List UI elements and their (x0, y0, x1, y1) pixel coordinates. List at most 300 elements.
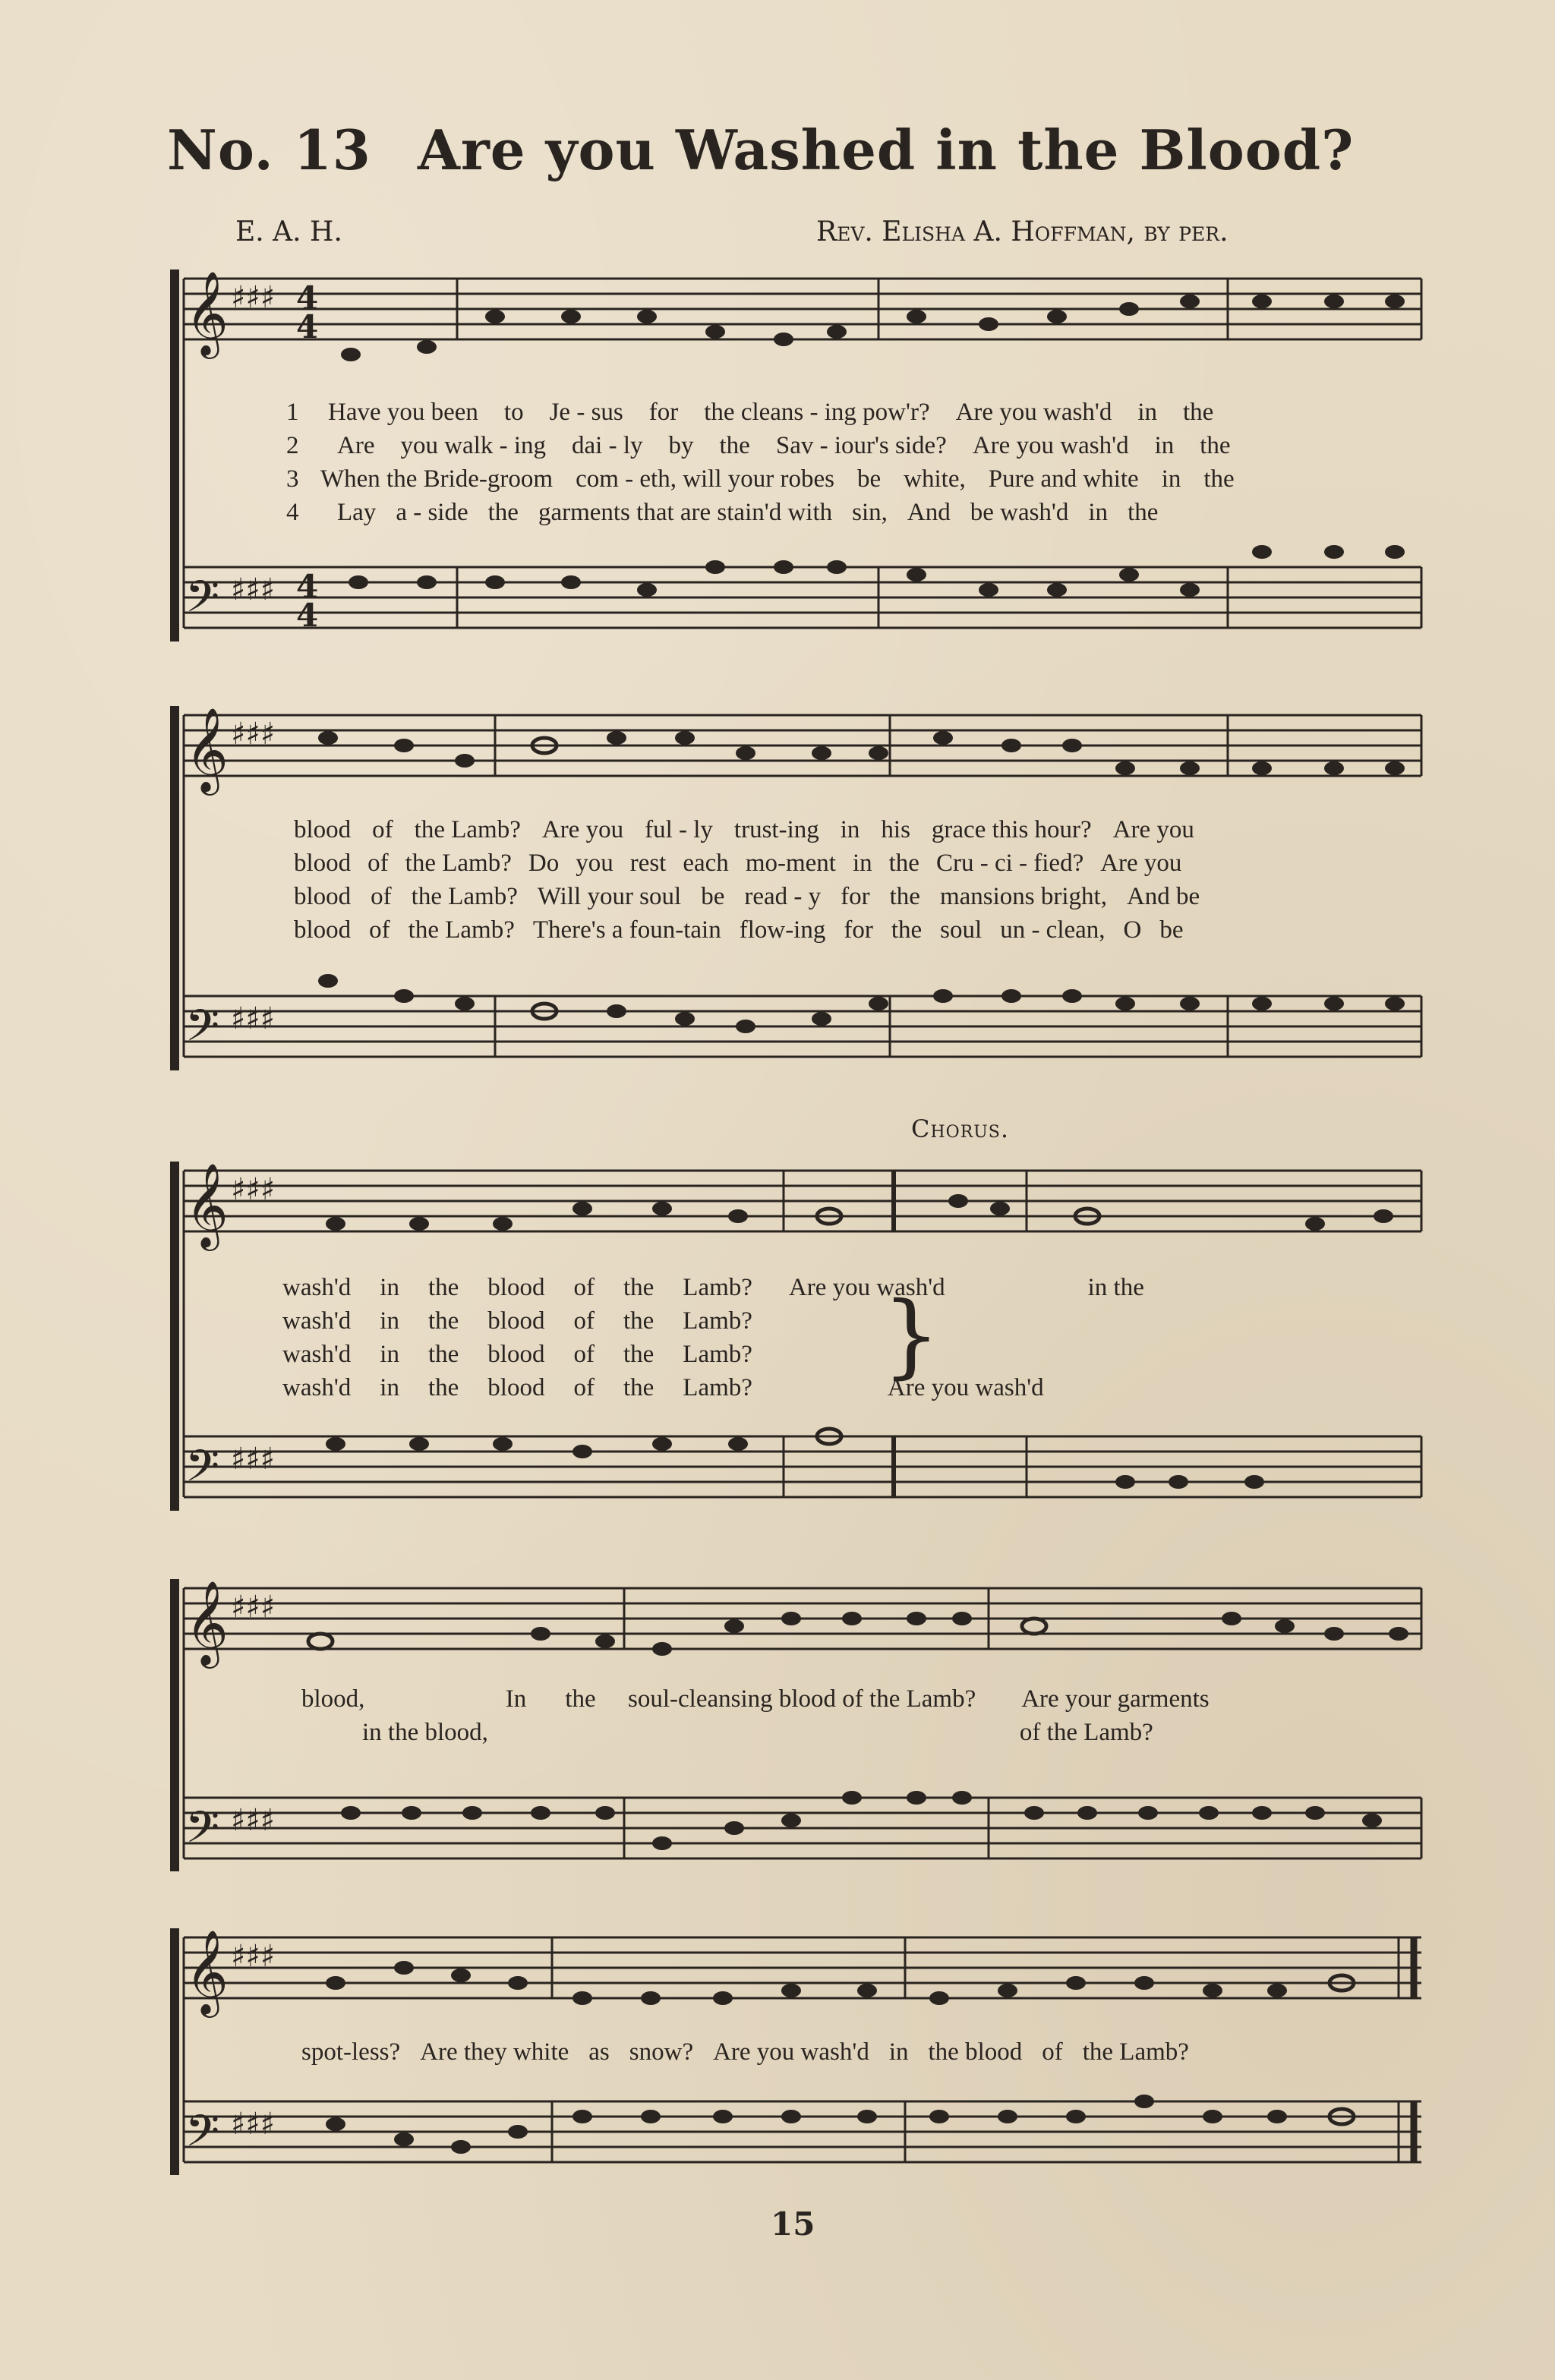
note-head (724, 1619, 744, 1633)
note-head (1115, 761, 1135, 775)
note-head (531, 1806, 550, 1820)
note-head (485, 310, 505, 323)
verse-4-lyrics (337, 499, 1158, 527)
chorus-line-2-lyrics (282, 1307, 752, 1335)
note-head (326, 2117, 345, 2131)
lyric-syllable: the Lamb? (1082, 2038, 1189, 2066)
note-head (508, 2125, 528, 2139)
note-head (641, 2110, 661, 2123)
svg-text:𝄞: 𝄞 (185, 1580, 229, 1665)
note-head (1222, 1612, 1241, 1625)
note-head (781, 2110, 801, 2123)
lyric-syllable: be (701, 883, 725, 910)
svg-text:♯♯♯: ♯♯♯ (231, 717, 276, 752)
note-head (869, 997, 888, 1010)
lyric-syllable: com - eth, will your robes (576, 465, 835, 493)
note-head (326, 1437, 345, 1451)
note-head (1115, 997, 1135, 1010)
lyric-syllable: soul (940, 916, 983, 944)
lyric-syllable: dai - ly (572, 432, 643, 459)
note-head (1134, 1976, 1154, 1990)
note-head (1252, 1806, 1272, 1820)
lyric-syllable: blood (487, 1374, 545, 1401)
note-head (318, 731, 338, 745)
svg-text:♯♯♯: ♯♯♯ (231, 1001, 276, 1036)
note-head (907, 1791, 926, 1805)
verse-number: 3 (286, 465, 299, 493)
svg-text:𝄢: 𝄢 (185, 1000, 220, 1062)
note-head (998, 1984, 1017, 1997)
svg-text:𝄞: 𝄞 (185, 1929, 229, 2014)
note-head (857, 1984, 877, 1997)
note-head (1324, 295, 1344, 308)
note-head (451, 1969, 471, 1982)
lyric-syllable: blood (294, 916, 352, 944)
note-head (724, 1821, 744, 1835)
lyric-syllable: wash'd (282, 1374, 352, 1401)
lyric-syllable: Lamb? (683, 1341, 752, 1368)
note-head (394, 739, 414, 752)
note-head (781, 1814, 801, 1827)
note-head (736, 746, 755, 760)
lyric-syllable: wash'd (282, 1307, 352, 1335)
lyric-syllable: blood (294, 816, 352, 843)
note-head (1324, 1627, 1344, 1641)
note-head (349, 575, 368, 589)
note-head (1305, 1806, 1325, 1820)
lyric-syllable: for (844, 916, 873, 944)
music-system-4 (169, 1571, 1421, 1890)
lyric-syllable: the (427, 1341, 459, 1368)
note-head (842, 1612, 862, 1625)
note-head (979, 583, 998, 597)
note-head (652, 1836, 672, 1850)
note-head (637, 310, 657, 323)
lyric-syllable: in (380, 1274, 399, 1301)
note-head (451, 2140, 471, 2154)
note-head (1022, 1619, 1046, 1634)
lyric-syllable: garments that are stain'd with (538, 499, 833, 526)
lyric-syllable: of (371, 883, 392, 910)
note-head (1047, 310, 1067, 323)
lyric-syllable: of (372, 816, 393, 843)
svg-text:♯♯♯: ♯♯♯ (231, 1939, 276, 1974)
lyric-syllable: in (1154, 432, 1175, 459)
note-head (1389, 1627, 1408, 1641)
lyric-syllable: Are you wash'd (788, 1274, 945, 1301)
verse-number: 4 (286, 499, 299, 526)
svg-text:♯♯♯: ♯♯♯ (231, 1590, 276, 1625)
lyric-syllable: you walk - ing (400, 432, 547, 459)
treble-clef-icon: 𝄞 (185, 270, 229, 355)
note-head (1169, 1475, 1188, 1489)
note-head (713, 1991, 733, 2005)
note-head (1001, 989, 1021, 1003)
lyric-syllable: the (1200, 432, 1231, 459)
note-head (1385, 997, 1405, 1010)
lyric-syllable: Pure and white (988, 465, 1139, 493)
note-head (572, 1202, 592, 1215)
verse-number: 1 (286, 399, 299, 426)
lyric-syllable: of (573, 1374, 595, 1401)
note-head (1180, 761, 1200, 775)
lyric-syllable: blood (294, 850, 352, 877)
lyric-syllable: Sav - iour's side? (775, 432, 947, 459)
lyric-syllable: the (891, 916, 923, 944)
lyric-syllable: Are you (1100, 850, 1182, 877)
svg-text:♯♯♯: ♯♯♯ (231, 1442, 276, 1477)
lyric-syllable: the (623, 1307, 654, 1335)
verse-1-lyrics (294, 816, 1194, 844)
lyric-syllable: the (1183, 399, 1214, 426)
lyric-syllable: the Lamb? (408, 916, 515, 944)
music-system-5 (169, 1921, 1421, 2240)
lyric-syllable: blood (487, 1307, 545, 1335)
note-head (907, 568, 926, 582)
page-number: 15 (771, 2205, 815, 2243)
note-head (1134, 2095, 1154, 2108)
note-head (607, 731, 626, 745)
note-head (1324, 761, 1344, 775)
lyric-syllable: be wash'd (970, 499, 1069, 526)
lyric-syllable: of (573, 1307, 595, 1335)
lyric-syllable: soul-cleansing blood of the Lamb? (628, 1685, 976, 1713)
note-head (705, 560, 725, 574)
note-head (1324, 545, 1344, 559)
svg-text:𝄢: 𝄢 (185, 1802, 220, 1864)
note-head (728, 1209, 748, 1223)
lyric-syllable: rest (629, 850, 667, 877)
music-system-3 (169, 1154, 1421, 1534)
note-head (417, 575, 437, 589)
note-head (728, 1437, 748, 1451)
note-head (857, 2110, 877, 2123)
svg-text:♯♯♯: ♯♯♯ (231, 572, 276, 607)
lyric-syllable: Are your garments (1021, 1685, 1210, 1713)
lyric-syllable: Are you wash'd (972, 432, 1129, 459)
note-head (652, 1642, 672, 1656)
lyric-syllable: the cleans - ing pow'r? (704, 399, 930, 426)
lyric-syllable: of (369, 916, 390, 944)
note-head (652, 1437, 672, 1451)
chorus-echo-lyrics (362, 1719, 1153, 1747)
note-head (409, 1217, 429, 1231)
svg-text:4: 4 (296, 308, 319, 345)
note-head (1119, 302, 1139, 316)
note-head (394, 1961, 414, 1975)
lyric-syllable: mansions bright, (939, 883, 1107, 910)
chorus-final-lyrics (301, 2038, 1189, 2066)
lyric-syllable: of (573, 1274, 595, 1301)
verse-2-lyrics (337, 432, 1231, 460)
lyric-syllable: Lamb? (683, 1374, 752, 1401)
music-credit: Rev. Elisha A. Hoffman, by per. (816, 216, 1229, 247)
lyric-syllable: in (1161, 465, 1181, 493)
note-head (1001, 739, 1021, 752)
note-head (929, 2110, 949, 2123)
lyric-syllable: in (380, 1374, 399, 1401)
lyric-syllable: sin, (852, 499, 888, 526)
lyric-syllable: be (1159, 916, 1184, 944)
note-head (907, 1612, 926, 1625)
lyric-syllable: the (623, 1341, 654, 1368)
note-head (1077, 1806, 1097, 1820)
lyric-syllable: spot-less? (301, 2038, 401, 2066)
note-head (308, 1634, 333, 1649)
svg-text:𝄢: 𝄢 (185, 2105, 220, 2167)
lyric-syllable: Are you (541, 816, 624, 843)
lyric-syllable: blood, (301, 1685, 365, 1713)
verse-4-lyrics (294, 916, 1184, 944)
note-head (812, 746, 831, 760)
note-head (561, 575, 581, 589)
note-head (869, 746, 888, 760)
note-head (736, 1020, 755, 1033)
verse-3-lyrics (320, 465, 1235, 493)
note-head (1267, 2110, 1287, 2123)
lyric-syllable: in the (1087, 1274, 1144, 1301)
note-head (572, 1445, 592, 1458)
lyric-syllable: in (1088, 499, 1109, 526)
svg-text:𝄢: 𝄢 (185, 1440, 220, 1502)
verse-number: 2 (286, 432, 299, 459)
note-head (1252, 997, 1272, 1010)
lyric-syllable: for (841, 883, 870, 910)
note-head (1324, 997, 1344, 1010)
chorus-label: Chorus. (911, 1114, 1010, 1143)
note-head (907, 310, 926, 323)
lyric-syllable: flow-ing (739, 916, 826, 944)
lyric-syllable: the (427, 1307, 459, 1335)
note-head (493, 1217, 513, 1231)
lyric-syllable: There's a foun-tain (532, 916, 721, 944)
note-head (781, 1612, 801, 1625)
lyric-syllable: of (367, 850, 389, 877)
hymn-number: No. 13 (167, 118, 371, 182)
note-head (641, 1991, 661, 2005)
note-head (1267, 1984, 1287, 1997)
lyric-syllable: Have you been (328, 399, 478, 426)
verse-2-lyrics (294, 850, 1181, 878)
verse-1-lyrics (328, 399, 1213, 427)
note-head (607, 1004, 626, 1018)
words-credit: E. A. H. (235, 216, 342, 247)
lyric-syllable: the (889, 883, 920, 910)
lyric-syllable: you (576, 850, 613, 877)
lyric-syllable: the (487, 499, 519, 526)
note-head (1066, 1976, 1086, 1990)
svg-text:𝄞: 𝄞 (185, 707, 229, 792)
note-head (1062, 739, 1082, 752)
note-head (508, 1976, 528, 1990)
note-head (652, 1202, 672, 1215)
note-head (948, 1194, 968, 1208)
note-head (637, 583, 657, 597)
note-head (929, 1991, 949, 2005)
staff-system-5 (169, 1921, 1421, 2240)
note-head (572, 2110, 592, 2123)
note-head (1062, 989, 1082, 1003)
note-head (318, 974, 338, 988)
svg-text:𝄞: 𝄞 (185, 1162, 229, 1247)
lyric-syllable: in (1137, 399, 1157, 426)
lyric-syllable: And (907, 499, 951, 526)
note-head (394, 2133, 414, 2146)
lyric-syllable: Lamb? (683, 1274, 752, 1301)
lyric-syllable: of (573, 1341, 595, 1368)
lyric-syllable: blood (294, 883, 352, 910)
lyric-syllable: the (1128, 499, 1159, 526)
lyric-syllable: the Lamb? (414, 816, 521, 843)
lyric-syllable: Are (337, 432, 375, 459)
lyric-syllable: When the Bride-groom (320, 465, 554, 493)
lyric-syllable: the (427, 1374, 459, 1401)
time-signature-icon: 4 (296, 279, 319, 317)
lyric-syllable: Are you wash'd (887, 1374, 1044, 1401)
lyric-syllable: in (840, 816, 860, 843)
note-head (842, 1791, 862, 1805)
note-head (675, 1012, 695, 1026)
verse-3-lyrics (294, 883, 1200, 911)
note-head (485, 575, 505, 589)
note-head (455, 997, 475, 1010)
note-head (1252, 295, 1272, 308)
verse-brace-icon: } (882, 1283, 941, 1389)
note-head (1119, 568, 1139, 582)
svg-text:4: 4 (296, 568, 319, 605)
note-head (1385, 545, 1405, 559)
lyric-syllable: Are they white (420, 2038, 569, 2066)
lyric-syllable: the Lamb? (405, 850, 512, 877)
lyric-syllable: a - side (396, 499, 468, 526)
hymn-title: Are you Washed in the Blood? (418, 118, 1355, 182)
lyric-syllable: white, (904, 465, 966, 493)
lyric-syllable: Will your soul (537, 883, 682, 910)
note-head (827, 325, 847, 339)
note-head (595, 1634, 615, 1648)
lyric-syllable: wash'd (282, 1274, 352, 1301)
note-head (531, 1627, 550, 1641)
note-head (1275, 1619, 1295, 1633)
lyric-syllable: blood (487, 1274, 545, 1301)
lyric-syllable: each (683, 850, 729, 877)
lyric-syllable: the blood (928, 2038, 1023, 2066)
note-head (1385, 295, 1405, 308)
note-head (705, 325, 725, 339)
lyric-syllable: his (881, 816, 910, 843)
note-head (952, 1612, 972, 1625)
lyric-syllable: mo-ment (745, 850, 836, 877)
note-head (1203, 1984, 1222, 1997)
music-system-2 (169, 698, 1421, 1093)
chorus-line-lyrics (301, 1685, 1210, 1713)
lyric-syllable: to (503, 399, 524, 426)
lyric-syllable: read - y (744, 883, 822, 910)
lyric-syllable: the Lamb? (411, 883, 518, 910)
lyric-syllable: the (623, 1274, 654, 1301)
note-head (998, 2110, 1017, 2123)
lyric-syllable: in the blood, (362, 1719, 488, 1746)
lyric-syllable: as (588, 2038, 610, 2066)
note-head (1024, 1806, 1044, 1820)
note-head (1047, 583, 1067, 597)
lyric-syllable: in (380, 1307, 399, 1335)
note-head (1180, 295, 1200, 308)
note-head (1180, 997, 1200, 1010)
note-head (827, 560, 847, 574)
note-head (1244, 1475, 1264, 1489)
note-head (394, 989, 414, 1003)
lyric-syllable: Lamb? (683, 1307, 752, 1335)
lyric-syllable: Are you wash'd (713, 2038, 869, 2066)
lyric-syllable: the (565, 1685, 596, 1713)
lyric-syllable: Do (528, 850, 560, 877)
lyric-syllable: the (623, 1374, 654, 1401)
note-head (1180, 583, 1200, 597)
note-head (462, 1806, 482, 1820)
key-signature-icon: ♯♯♯ (231, 280, 276, 315)
note-head (561, 310, 581, 323)
lyric-syllable: for (648, 399, 679, 426)
note-head (1374, 1209, 1393, 1223)
note-head (409, 1437, 429, 1451)
note-head (1305, 1217, 1325, 1231)
lyric-syllable: wash'd (282, 1341, 352, 1368)
lyric-syllable: the (427, 1274, 459, 1301)
note-head (1115, 1475, 1135, 1489)
note-head (595, 1806, 615, 1820)
bass-clef-icon: 𝄢 (185, 571, 220, 633)
lyric-syllable: the (888, 850, 919, 877)
svg-text:♯♯♯: ♯♯♯ (231, 1803, 276, 1838)
note-head (675, 731, 695, 745)
note-head (1066, 2110, 1086, 2123)
lyric-syllable: In (505, 1685, 527, 1713)
note-head (1362, 1814, 1382, 1827)
lyric-syllable: And be (1126, 883, 1200, 910)
lyric-syllable: grace this hour? (931, 816, 1092, 843)
note-head (341, 348, 361, 361)
note-head (933, 731, 953, 745)
note-head (1252, 545, 1272, 559)
note-head (1138, 1806, 1158, 1820)
lyric-syllable: ful - ly (645, 816, 713, 843)
note-head (1199, 1806, 1219, 1820)
note-head (402, 1806, 421, 1820)
note-head (713, 2110, 733, 2123)
lyric-syllable: of the Lamb? (1019, 1719, 1153, 1746)
note-head (341, 1806, 361, 1820)
note-head (990, 1202, 1010, 1215)
svg-text:4: 4 (296, 597, 319, 634)
note-head (572, 1991, 592, 2005)
note-head (812, 1012, 831, 1026)
note-head (493, 1437, 513, 1451)
lyric-syllable: the (719, 432, 750, 459)
note-head (774, 560, 793, 574)
note-head (455, 754, 475, 768)
note-head (1252, 761, 1272, 775)
svg-text:♯♯♯: ♯♯♯ (231, 2107, 276, 2142)
lyric-syllable: of (1042, 2038, 1063, 2066)
note-head (933, 989, 953, 1003)
lyric-syllable: snow? (629, 2038, 694, 2066)
lyric-syllable: O (1123, 916, 1142, 944)
lyric-syllable: in (852, 850, 872, 877)
music-system-1 (169, 262, 1421, 657)
note-head (774, 333, 793, 346)
lyric-syllable: in (380, 1341, 399, 1368)
